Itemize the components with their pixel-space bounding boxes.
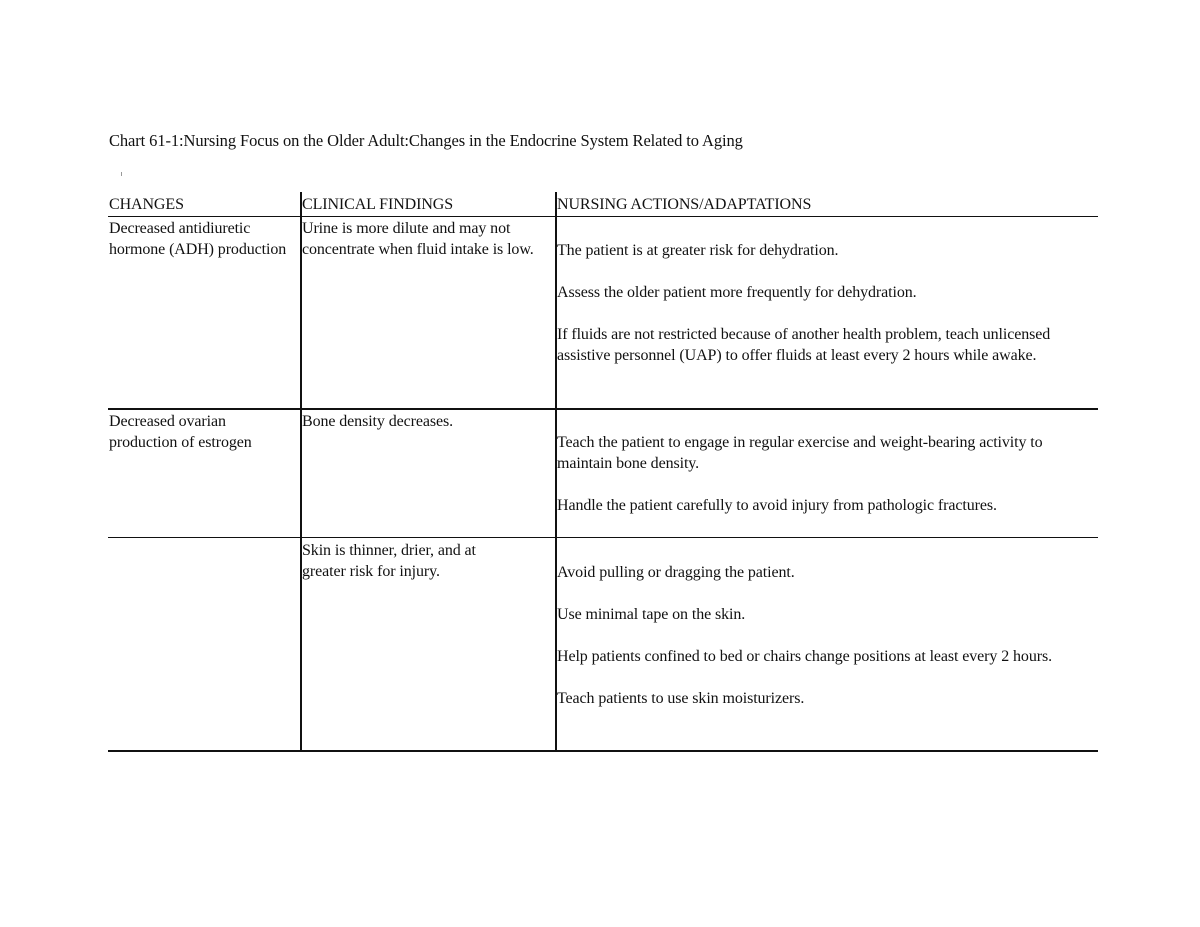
row-3-action-2: Use minimal tape on the skin. [557,606,746,623]
row-divider-2 [108,537,1098,538]
header-clinical-findings: CLINICAL FINDINGS [302,196,454,213]
column-divider-1 [300,192,302,752]
row-1-finding: Urine is more dilute and may not concentrate when fluid intake is low. [302,220,534,258]
header-nursing-actions: NURSING ACTIONS/ADAPTATIONS [557,196,812,213]
row-3-actions [557,562,1087,709]
row-3-finding: Skin is thinner, drier, and at greater risk for injury. [302,542,476,580]
row-2-actions [557,432,1057,516]
row-3-action-3: Help patients confined to bed or chairs change positions at least every 2 hours. [557,648,1052,665]
row-1-action-3: If fluids are not restricted because of another health problem, teach unlicensed assistive personnel (UAP) to offer fluids at least every 2 hours while awake. [557,326,1051,364]
row-1-actions [557,240,1097,366]
row-3-action-4: Teach patients to use skin moisturizers. [557,690,805,707]
row-2-action-1: Teach the patient to engage in regular exercise and weight-bearing activity to maintain bone density. [557,434,1043,472]
row-1-change: Decreased antidiuretic hormone (ADH) production [109,220,287,258]
row-1-action-1: The patient is at greater risk for dehydration. [557,242,839,259]
aging-changes-table [108,192,1098,752]
row-2-finding: Bone density decreases. [302,413,453,430]
row-2-change: Decreased ovarian production of estrogen [109,413,252,451]
table-bottom-border [108,750,1098,752]
header-divider [108,216,1098,217]
header-changes: CHANGES [109,196,184,213]
row-1-action-2: Assess the older patient more frequently for dehydration. [557,284,917,301]
row-3-action-1: Avoid pulling or dragging the patient. [557,564,795,581]
row-2-action-2: Handle the patient carefully to avoid injury from pathologic fractures. [557,497,997,514]
row-divider-1 [108,408,1098,410]
page-title: Chart 61-1:Nursing Focus on the Older Adult:Changes in the Endocrine System Related to Aging [109,131,743,150]
stray-mark [121,172,122,176]
